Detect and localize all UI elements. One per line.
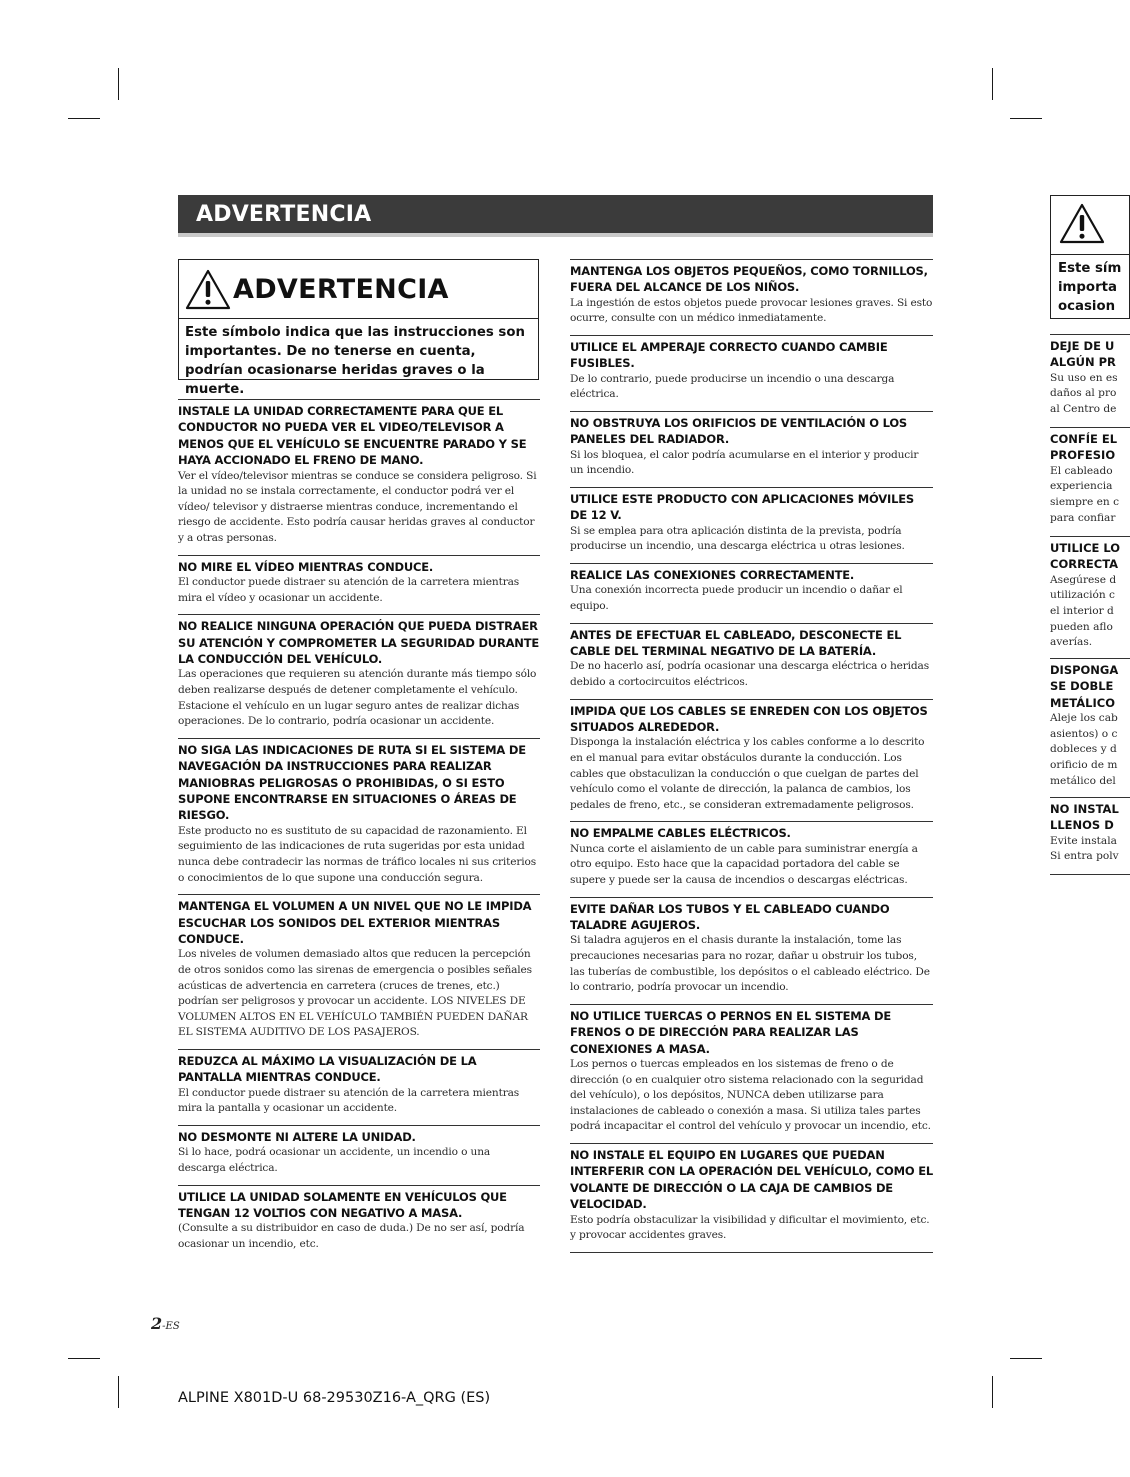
next-page-caution-box [1050, 195, 1130, 319]
next-page-item: NO INSTAL LLENOS D Evite instala Si entra polv [1050, 797, 1130, 865]
warning-item [570, 259, 933, 327]
warning-item [178, 614, 540, 730]
warning-item-body: Los niveles de volumen demasiado altos que reducen la percepción de otros sonidos como las sirenas de emergencia o posibles señales acústicas de advertencia en carretera (cruces de trenes, etc.) podrían ser peligrosos y provocar un accidente. LOS NIVELES DE VOLUMEN ALTOS EN EL VEHÍCULO TAMBIÉN PUEDEN DAÑAR EL SISTEMA AUDITIVO DE LOS PASAJEROS. [178, 948, 532, 1039]
warning-box-title: ADVERTENCIA [233, 274, 449, 305]
warning-item [570, 487, 933, 555]
crop-mark [1010, 118, 1042, 119]
next-page-item: DISPONGA SE DOBLE METÁLICO Aleje los cab asientos) o c dobleces y d orificio de m metálico del [1050, 658, 1130, 789]
warning-item-heading: UTILICE LA UNIDAD SOLAMENTE EN VEHÍCULOS QUE TENGAN 12 VOLTIOS CON NEGATIVO A MASA. [178, 1189, 507, 1220]
next-page-box-text: Este sím importa ocasion [1058, 261, 1122, 314]
warning-triangle-icon [185, 268, 231, 310]
warning-item-heading: IMPIDA QUE LOS CABLES SE ENREDEN CON LOS OBJETOS SITUADOS ALREDEDOR. [570, 703, 928, 734]
warning-item-body: El conductor puede distraer su atención de la carretera mientras mira la pantalla y ocasionar un accidente. [178, 1086, 520, 1115]
warning-item [570, 1004, 933, 1135]
left-column [178, 399, 540, 1261]
warning-item-heading: NO REALICE NINGUNA OPERACIÓN QUE PUEDA DISTRAER SU ATENCIÓN Y COMPROMETER LA SEGURIDAD DURANTE LA CONDUCCIÓN DEL VEHÍCULO. [178, 619, 540, 666]
page-number: 2-ES [151, 1314, 180, 1333]
crop-mark [68, 118, 100, 119]
next-page-item: CONFÍE EL PROFESIO El cableado experiencia siempre en c para confiar [1050, 427, 1130, 526]
crop-mark [118, 68, 119, 100]
warning-item-body: Este producto no es sustituto de su capacidad de razonamiento. El seguimiento de las indicaciones de ruta sugeridas por esta unidad nunca debe contradecir las normas de tráfico locales ni sus criterios o conocimientos de lo que supone una conducción segura. [178, 824, 537, 884]
warning-item-heading: EVITE DAÑAR LOS TUBOS Y EL CABLEADO CUANDO TALADRE AGUJEROS. [570, 901, 890, 932]
warning-item-heading: REDUZCA AL MÁXIMO LA VISUALIZACIÓN DE LA PANTALLA MIENTRAS CONDUCE. [178, 1053, 477, 1085]
warning-item [570, 1143, 933, 1244]
document-footer: ALPINE X801D-U 68-29530Z16-A_QRG (ES) [178, 1390, 491, 1406]
warning-item-heading: REALICE LAS CONEXIONES CORRECTAMENTE. [570, 568, 855, 582]
warning-item-heading: MANTENGA LOS OBJETOS PEQUEÑOS, COMO TORNILLOS, FUERA DEL ALCANCE DE LOS NIÑOS. [570, 264, 928, 295]
warning-item [570, 699, 933, 814]
warning-item [178, 894, 540, 1041]
warning-item [178, 1125, 540, 1177]
warning-item-body: (Consulte a su distribuidor en caso de duda.) De no ser así, podría ocasionar un incendio, etc. [178, 1222, 525, 1250]
warning-item-body: Si taladra agujeros en el chasis durante la instalación, tome las precauciones necesarias para no rozar, dañar u obstruir los tubos, las tuberías de combustible, los depósitos o el cableado eléctrico. De lo contrario, podría provocar un incendio. [570, 934, 930, 994]
crop-mark [118, 1376, 119, 1408]
crop-mark [992, 68, 993, 100]
warning-item [570, 623, 933, 691]
warning-item-body: Las operaciones que requieren su atención durante más tiempo sólo deben realizarse después de detener completamente el vehículo. Estacione el vehículo en un lugar seguro antes de realizar dichas operaciones. De lo contrario, podría ocasionar un accidente. [178, 668, 537, 728]
next-page-item: UTILICE LO CORRECTA Asegúrese d utilización c el interior d pueden aflo averías. [1050, 536, 1130, 651]
warning-item-heading: NO MIRE EL VÍDEO MIENTRAS CONDUCE. [178, 559, 434, 574]
warning-item-heading: NO SIGA LAS INDICACIONES DE RUTA SI EL SISTEMA DE NAVEGACIÓN DA INSTRUCCIONES PARA REALIZAR MANIOBRAS PELIGROSAS O PROHIBIDAS, O SI ESTO SUPONE ENCONTRARSE EN SITUACIONES O ÁREAS DE RIESGO. [178, 742, 526, 823]
crop-mark [68, 1358, 100, 1359]
warning-item [570, 563, 933, 615]
warning-item-heading: NO EMPALME CABLES ELÉCTRICOS. [570, 826, 791, 841]
warning-item-heading: NO OBSTRUYA LOS ORIFICIOS DE VENTILACIÓN O LOS PANELES DEL RADIADOR. [570, 416, 908, 447]
warning-item-body: Los pernos o tuercas empleados en los sistemas de freno o de dirección (o en cualquier otro sistema relacionado con la seguridad del vehículo), o los depósitos, NUNCA deben utilizarse para instalaciones de cableado o conexión a masa. Si utiliza tales partes podrá incapacitar el control del vehículo y provocar un incendio, etc. [570, 1057, 931, 1133]
warning-item [570, 335, 933, 403]
warning-box [178, 259, 539, 397]
warning-item-body: Disponga la instalación eléctrica y los cables conforme a lo descrito en el manual para evitar obstáculos durante la conducción. Los cables que obstaculizan la conducción o que cuelgan de partes del vehículo como el volante de dirección, la palanca de cambios, los pedales de freno, etc., se consideran extremadamente peligrosos. [570, 736, 925, 811]
warning-item [570, 821, 933, 888]
next-page-peek [1050, 195, 1120, 895]
crop-mark [992, 1376, 993, 1408]
warning-item-body: De lo contrario, puede producirse un incendio o una descarga eléctrica. [570, 372, 895, 401]
warning-item [570, 897, 933, 996]
warning-item [178, 738, 540, 886]
warning-item-body: Nunca corte el aislamiento de un cable para suministrar energía a otro equipo. Esto hace que la capacidad portadora del cable se supere y puede ser la causa de incendios o descargas eléctricas. [570, 842, 918, 886]
warning-item-body: Esto podría obstaculizar la visibilidad y dificultar el movimiento, etc. y provocar accidentes graves. [570, 1213, 930, 1242]
middle-column [570, 259, 933, 1254]
warning-item-body: Si lo hace, podrá ocasionar un accidente, un incendio o una descarga eléctrica. [178, 1146, 491, 1174]
warning-item-heading: NO DESMONTE NI ALTERE LA UNIDAD. [178, 1129, 416, 1144]
warning-item-heading: NO INSTALE EL EQUIPO EN LUGARES QUE PUEDAN INTERFERIR CON LA OPERACIÓN DEL VEHÍCULO, COMO EL VOLANTE DE DIRECCIÓN O LA CAJA DE CAMBIOS DE VELOCIDAD. [570, 1147, 933, 1212]
warning-triangle-icon [1059, 202, 1105, 244]
next-page-item: DEJE DE U ALGÚN PR Su uso en es daños al pro al Centro de [1050, 334, 1130, 418]
warning-item-body: El conductor puede distraer su atención de la carretera mientras mira el vídeo y ocasionar un accidente. [178, 576, 520, 604]
warning-item-body: De no hacerlo así, podría ocasionar una descarga eléctrica o heridas debido a cortocircuitos eléctricos. [570, 660, 929, 688]
warning-item-body: Si los bloquea, el calor podría acumularse en el interior y producir un incendio. [570, 448, 919, 477]
warning-item-heading: ANTES DE EFECTUAR EL CABLEADO, DESCONECTE EL CABLE DEL TERMINAL NEGATIVO DE LA BATERÍA. [570, 627, 902, 658]
section-title: ADVERTENCIA [196, 202, 372, 227]
column-end-rule [570, 1252, 933, 1254]
next-page-end-rule [1050, 874, 1130, 878]
warning-box-header [179, 260, 538, 319]
warning-item [570, 411, 933, 479]
warning-item [178, 1049, 540, 1117]
warning-item-heading: UTILICE EL AMPERAJE CORRECTO CUANDO CAMBIE FUSIBLES. [570, 340, 888, 371]
warning-item-body: Si se emplea para otra aplicación distinta de la prevista, podría producirse un incendio, una descarga eléctrica u otras lesiones. [570, 524, 905, 553]
warning-item [178, 1185, 540, 1253]
warning-item [178, 555, 540, 607]
warning-item-body: Una conexión incorrecta puede producir un incendio o dañar el equipo. [570, 584, 903, 612]
warning-item-body: La ingestión de estos objetos puede provocar lesiones graves. Si esto ocurre, consulte con un médico inmediatamente. [570, 296, 933, 325]
section-banner [178, 195, 933, 237]
warning-item-body: Ver el vídeo/televisor mientras se conduce se considera peligroso. Si la unidad no se instala correctamente, el conductor podrá ver el vídeo/ televisor y distraerse mientras conduce, incrementando el riesgo de accidente. Esto podría causar heridas graves al conductor y a otras personas. [178, 469, 537, 544]
warning-item-heading: INSTALE LA UNIDAD CORRECTAMENTE PARA QUE EL CONDUCTOR NO PUEDA VER EL VIDEO/TELEVISOR A MENOS QUE EL VEHÍCULO SE ENCUENTRE PARADO Y SE HAYA ACCIONADO EL FRENO DE MANO. [178, 404, 527, 468]
crop-mark [1010, 1358, 1042, 1359]
warning-item-heading: NO UTILICE TUERCAS O PERNOS EN EL SISTEMA DE FRENOS O DE DIRECCIÓN PARA REALIZAR LAS CONEXIONES A MASA. [570, 1008, 892, 1056]
warning-item [178, 399, 540, 547]
warning-item-heading: MANTENGA EL VOLUMEN A UN NIVEL QUE NO LE IMPIDA ESCUCHAR LOS SONIDOS DEL EXTERIOR MIENTRAS CONDUCE. [178, 899, 532, 946]
warning-box-text: Este símbolo indica que las instrucciones son importantes. De no tenerse en cuenta, podrían ocasionarse heridas graves o la muerte. [185, 325, 525, 397]
warning-item-heading: UTILICE ESTE PRODUCTO CON APLICACIONES MÓVILES DE 12 V. [570, 492, 914, 523]
